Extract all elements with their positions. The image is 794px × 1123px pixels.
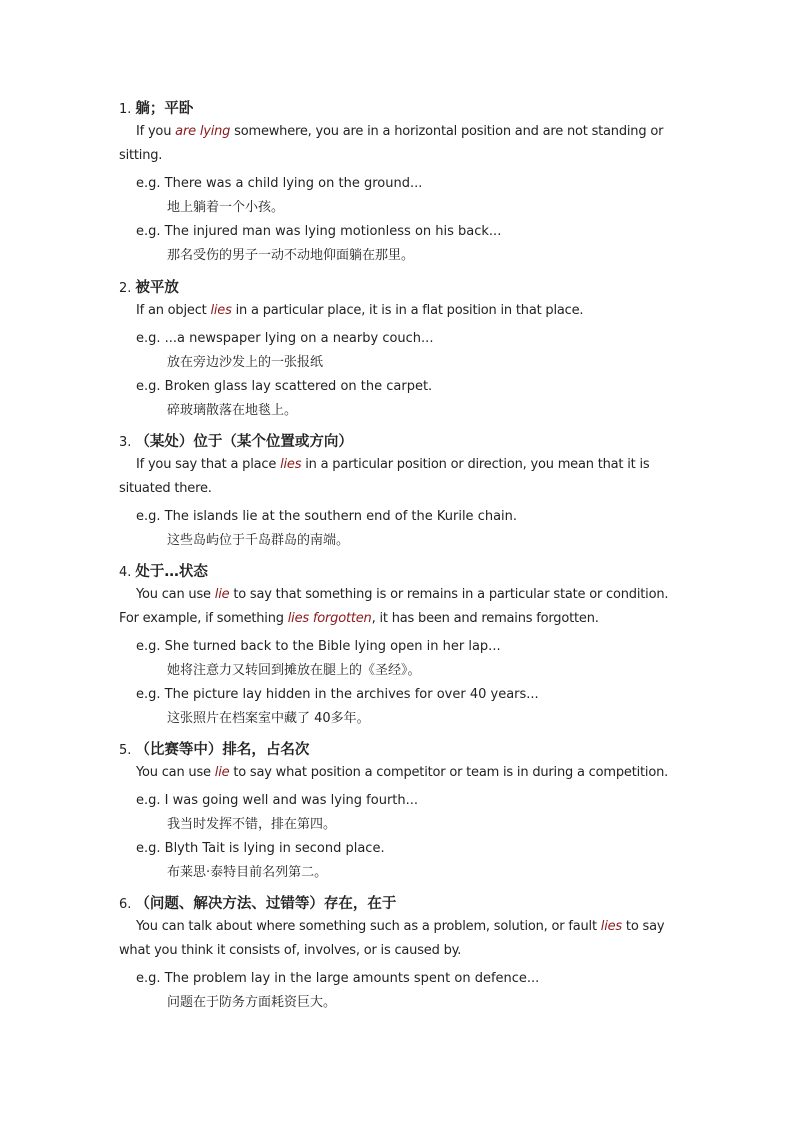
sense-heading: （问题、解决方法、过错等）存在，在于 (135, 896, 397, 912)
sense-number: 6. (119, 897, 132, 912)
example-english: e.g. Broken glass lay scattered on the carpet. (136, 379, 433, 394)
sense-number: 3. (119, 435, 132, 450)
sense-5 (119, 739, 679, 885)
sense-1 (119, 98, 679, 268)
sense-definition (119, 299, 679, 323)
example-english: e.g. The injured man was lying motionless on his back... (136, 224, 502, 239)
sense-number: 2. (119, 281, 132, 296)
sense-title (119, 739, 679, 761)
example-english: e.g. Blyth Tait is lying in second place. (136, 841, 385, 856)
sense-4 (119, 561, 679, 731)
example-english: e.g. The islands lie at the southern end of the Kurile chain. (136, 509, 518, 524)
definition-text: If you (136, 124, 176, 139)
sense-heading: （比赛等中）排名，占名次 (135, 742, 310, 758)
definition-text: to say what position a competitor or team is in during a competition. (229, 765, 669, 780)
headword-usage: lies (280, 457, 302, 472)
sense-definition (119, 915, 679, 963)
sense-definition (119, 120, 679, 168)
sense-title (119, 98, 679, 120)
example-list (136, 327, 679, 423)
sense-heading: （某处）位于（某个位置或方向） (135, 434, 353, 450)
sense-number: 5. (119, 743, 132, 758)
headword-usage: lies (210, 303, 232, 318)
headword-usage: lies forgotten (287, 611, 372, 626)
sense-3 (119, 431, 679, 553)
sense-heading: 躺；平卧 (135, 101, 194, 117)
headword-usage: lies (600, 919, 622, 934)
example-list (136, 505, 679, 553)
headword-usage: lie (214, 587, 230, 602)
example-chinese: 她将注意力又转回到摊放在腿上的《圣经》。 (167, 663, 421, 678)
example-chinese: 地上躺着一个小孩。 (167, 200, 285, 215)
example-chinese: 问题在于防务方面耗资巨大。 (167, 995, 337, 1010)
sense-heading: 处于…状态 (135, 564, 208, 580)
sense-definition (119, 453, 679, 501)
example-list (136, 967, 679, 1015)
definition-text: You can use (136, 587, 215, 602)
definition-text: , it has been and remains forgotten. (371, 611, 599, 626)
definition-text: If you say that a place (136, 457, 281, 472)
sense-definition (119, 583, 679, 631)
example-list (136, 635, 679, 731)
sense-number: 1. (119, 102, 132, 117)
definition-text: to say that something is or remains in a particular state or condition. For example, if something (119, 587, 669, 626)
sense-definition (119, 761, 679, 785)
example-chinese: 这些岛屿位于千岛群岛的南端。 (167, 533, 350, 548)
example-english: e.g. There was a child lying on the ground... (136, 176, 423, 191)
example-chinese: 碎玻璃散落在地毯上。 (167, 403, 298, 418)
sense-6 (119, 893, 679, 1015)
definition-text: somewhere, you are in a horizontal position and are not standing or sitting. (119, 124, 664, 163)
definition-text: If an object (136, 303, 211, 318)
sense-title (119, 277, 679, 299)
definition-text: in a particular position or direction, you mean that it is situated there. (119, 457, 650, 496)
headword-usage: lie (214, 765, 230, 780)
sense-2 (119, 277, 679, 423)
example-list (136, 172, 679, 268)
example-chinese: 放在旁边沙发上的一张报纸 (167, 355, 324, 370)
sense-number: 4. (119, 565, 132, 580)
sense-title (119, 561, 679, 583)
example-chinese: 那名受伤的男子一动不动地仰面躺在那里。 (167, 248, 415, 263)
sense-heading: 被平放 (135, 280, 179, 296)
definition-text: You can use (136, 765, 215, 780)
sense-title (119, 893, 679, 915)
example-english: e.g. I was going well and was lying fourth... (136, 793, 419, 808)
definition-text: in a particular place, it is in a flat position in that place. (231, 303, 584, 318)
example-english: e.g. The picture lay hidden in the archives for over 40 years... (136, 687, 539, 702)
definition-text: You can talk about where something such as a problem, solution, or fault (136, 919, 601, 934)
example-chinese: 我当时发挥不错，排在第四。 (167, 817, 337, 832)
sense-title (119, 431, 679, 453)
headword-usage: are lying (175, 124, 231, 139)
example-list (136, 789, 679, 885)
definition-text: to say what you think it consists of, involves, or is caused by. (119, 919, 665, 958)
example-english: e.g. ...a newspaper lying on a nearby couch... (136, 331, 434, 346)
example-english: e.g. She turned back to the Bible lying open in her lap... (136, 639, 501, 654)
example-chinese: 布莱思·泰特目前名列第二。 (167, 865, 328, 880)
example-english: e.g. The problem lay in the large amounts spent on defence... (136, 971, 540, 986)
example-chinese: 这张照片在档案室中藏了 40多年。 (167, 711, 370, 726)
